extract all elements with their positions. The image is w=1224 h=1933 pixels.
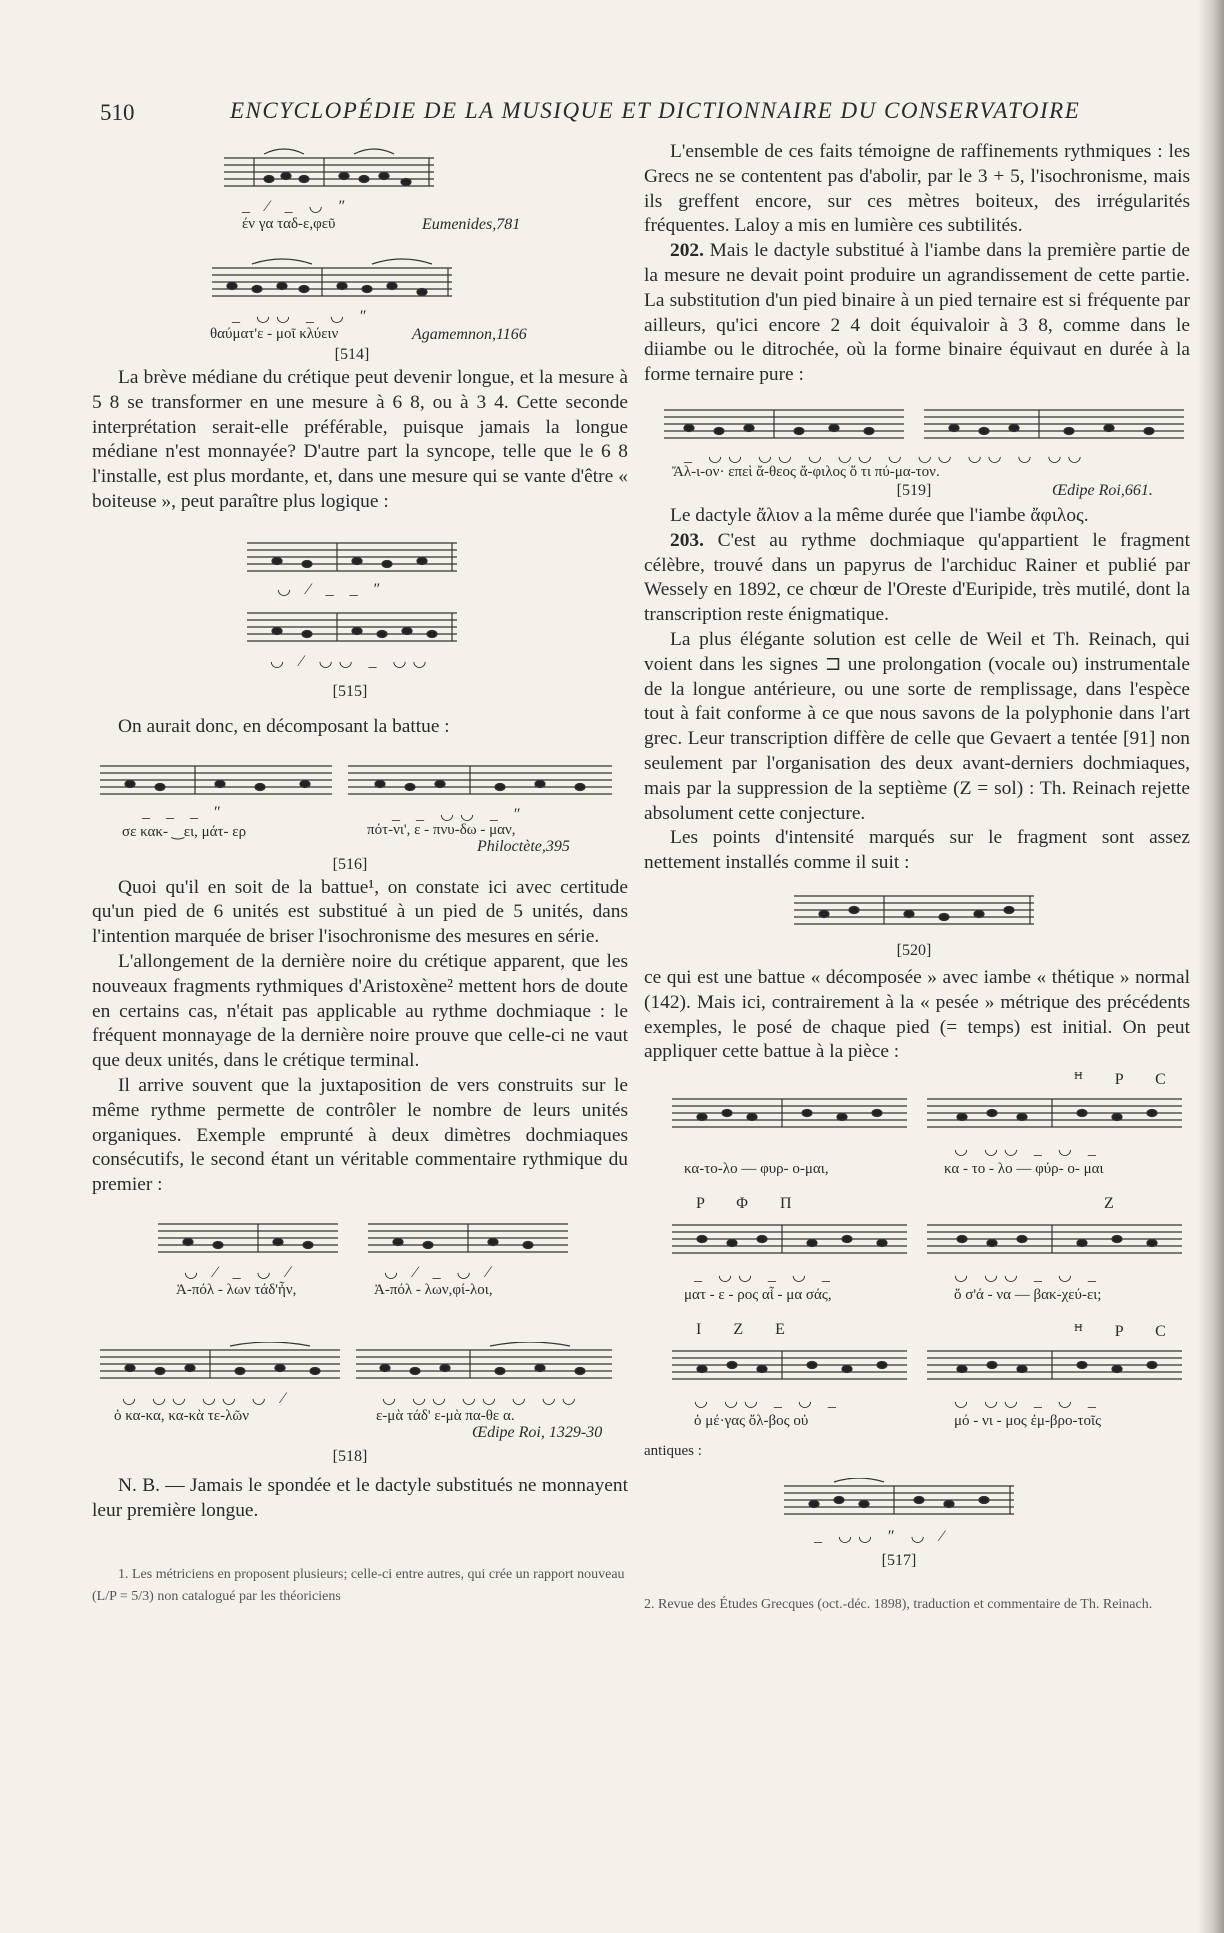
greek-syllables: ὅ σ'ά - να — βακ-χεύ-ει; — [954, 1287, 1102, 1304]
meter-marks: _ ◡◡ ◡◡ ◡ ◡◡ ◡ ◡◡ ◡◡ ◡ ◡◡ — [684, 447, 1088, 465]
footnote: 1. Les métriciens en proposent plusieurs; celle-ci entre autres, qui crée un rapport nouveau (L/P = 5/3) non catalogué par les théoriciens — [92, 1566, 625, 1604]
music-example-520 — [644, 876, 1190, 966]
running-header — [100, 96, 1081, 130]
greek-syllables: σε κακ- ‿ει, μάτ- ερ — [122, 823, 247, 840]
music-example-519 — [644, 388, 1190, 504]
source-caption: Philoctète,395 — [477, 837, 570, 855]
nota-bene: N. B. — Jamais le spondée et le dactyle substitués ne monnayent leur première longue. — [92, 1474, 628, 1521]
example-number: [519] — [896, 481, 932, 499]
page-number: 510 — [100, 100, 135, 125]
meter-marks: ◡ ◡◡ ◡◡ ◡ ◡◡ — [382, 1389, 582, 1407]
meter-marks: ◡ ◡◡ ◡◡ ◡ ⁄ — [122, 1389, 291, 1407]
music-example-1 — [92, 140, 628, 246]
music-example-518 — [92, 1324, 628, 1474]
paragraph: Les points d'intensité marqués sur le fragment sont assez nettement installés comme il suit : — [644, 827, 1190, 874]
greek-syllables: Ἀ-πόλ - λων,φί-λοι, — [374, 1281, 493, 1298]
continuation-word: antiques : — [644, 1443, 702, 1460]
music-example-517a — [92, 1198, 628, 1324]
music-staff — [672, 1217, 1182, 1261]
greek-syllables: ματ - ε - ρος αἷ - μα σάς, — [684, 1287, 832, 1304]
paragraph: L'ensemble de ces faits témoigne de raffinements rythmiques : les Grecs ne se contentent pas d'abolir, par le 3 + 5, l'isochronisme, mais ils greffent encore, sur ces mètres boiteux, des irrégularités fréquentes. Laloy a mis en lumière ces subtilités. — [644, 141, 1190, 237]
paragraph-text: Mais le dactyle substitué à l'iambe dans la première partie de la mesure ne devait point produire un agrandissement de cette partie. La substitution d'un pied binaire à un pied ternaire est si fréquente par ailleurs, qu'ici encore 2 4 doit équivaloir à 3 8, comme dans le diiambe ou le ditrochée, où la forme binaire équivaut en durée à la forme ternaire pure : — [644, 240, 1190, 386]
example-number: [515] — [332, 682, 368, 700]
greek-notation-letters: Z — [1104, 1195, 1128, 1213]
music-staff — [664, 402, 1184, 446]
music-example-oreste-3 — [644, 1317, 1190, 1439]
music-staff — [212, 256, 452, 306]
meter-marks: _ ◡◡ _ ◡ _ — [694, 1267, 836, 1285]
music-staff — [158, 1216, 568, 1260]
greek-notation-letters: ꟸ P C — [1074, 1071, 1180, 1089]
music-staff — [224, 146, 434, 196]
music-example-2 — [92, 246, 628, 366]
music-staff — [672, 1343, 1182, 1387]
greek-syllables: θαύματ'ε - μοῖ κλύειν — [210, 326, 339, 342]
greek-syllables: κα-το-λο — φυρ- ο-μαι, — [684, 1161, 829, 1178]
greek-syllables: ε-μὰ τάδ' ε-μὰ πα-θε α. — [376, 1407, 515, 1424]
meter-marks: _ ◡◡ ″ ◡ ⁄ — [814, 1528, 950, 1546]
example-number: [518] — [332, 1447, 368, 1465]
music-staff — [794, 888, 1034, 932]
greek-notation-letters: P Φ Π — [696, 1195, 806, 1213]
music-example-516 — [92, 740, 628, 876]
header-title: ENCYCLOPÉDIE DE LA MUSIQUE ET DICTIONNAIRE DU CONSERVATOIRE — [230, 98, 1081, 123]
greek-syllables: Ἀ-πόλ - λων τάδ'ἦν, — [176, 1281, 297, 1298]
source-caption: Œdipe Roi, 1329-30 — [472, 1423, 603, 1441]
music-staff — [100, 1342, 612, 1386]
source-caption: Eumenides,781 — [422, 216, 521, 233]
music-staff — [672, 1091, 1182, 1135]
meter-marks: ◡ ⁄ _ ◡ ⁄ — [384, 1263, 496, 1281]
music-example-oreste-2 — [644, 1191, 1190, 1317]
meter-marks: ◡ ◡◡ _ ◡ _ — [954, 1393, 1102, 1411]
meter-marks: ◡ ◡◡ _ ◡ _ — [694, 1393, 842, 1411]
section-number: 203. — [670, 529, 704, 551]
section-number: 202. — [670, 240, 704, 262]
example-number: [516] — [332, 855, 368, 873]
meter-marks: ◡ ⁄ _ ◡ ⁄ — [184, 1263, 296, 1281]
music-example-oreste-1 — [644, 1065, 1190, 1191]
left-column — [92, 140, 628, 1622]
greek-syllables: κα - το - λο — φύρ- ο- μαι — [944, 1161, 1104, 1178]
greek-syllables: μό - νι - μος ἐμ-βρο-τοῖς — [954, 1413, 1102, 1430]
meter-marks: _ ⁄ _ ◡ ″ — [242, 198, 352, 215]
paragraph: La brève médiane du crétique peut devenir longue, et la mesure à 5 8 se transformer en une mesure à 6 8, ou à 3 4. Cette seconde interprétation serait-elle préférable, puisque jamais la longue médiane n'est monnayée? D'autre part la syncope, telle que le 6 8 l'installe, est plus mordante, et, dans une mesure qui se vante d'être « boiteuse », peut paraître plus logique : — [92, 367, 628, 512]
example-number: [520] — [896, 941, 932, 959]
paragraph: Il arrive souvent que la juxtaposition de vers construits sur le même rythme permette de contrôler le nombre de leurs unités organiques. Exemple emprunté à deux dimètres dochmiaques consécutifs, le second étant un véritable commentaire rythmique du premier : — [92, 1074, 628, 1196]
source-caption: Œdipe Roi,661. — [1052, 481, 1153, 499]
source-caption: Agamemnon,1166 — [412, 326, 527, 343]
music-staff — [100, 758, 612, 802]
paragraph: Quoi qu'il en soit de la battue¹, on constate ici avec certitude qu'un pied de 6 unités est substitué à un pied de 5 unités, dans l'intention marquée de briser l'isochronisme des mesures en série. — [92, 876, 628, 948]
greek-syllables: έν γα ταδ-ε,φεῦ — [242, 216, 336, 232]
right-column — [644, 140, 1190, 1630]
meter-marks: ◡ ⁄ ◡◡ _ ◡◡ — [270, 652, 433, 670]
paragraph: On aurait donc, en décomposant la battue : — [118, 715, 450, 737]
paragraph: L'allongement de la dernière noire du crétique apparent, que les nouveaux fragments rythmiques d'Aristoxène² mettent hors de doute en certains cas, n'était pas applicable au rythme dochmiaque : le fréquent monnayage de la dernière noire prouve que celle-ci ne vaut que deux unités, dans le crétique terminal. — [92, 950, 628, 1072]
paragraph-203 — [644, 529, 1190, 628]
meter-marks: ◡ ◡◡ _ ◡ _ — [954, 1141, 1102, 1159]
example-number: [517] — [881, 1552, 917, 1570]
music-staff — [247, 607, 457, 649]
greek-syllables: Ἄλ-ι-ον· επεὶ ἄ-θεος ἄ-φιλος ὅ τι πύ-μα-τον. — [672, 463, 940, 480]
greek-syllables: ὁ κα-κα, κα-κὰ τε-λῶν — [114, 1407, 250, 1424]
paragraph: La plus élégante solution est celle de Weil et Th. Reinach, qui voient dans les signes ⊐ une prolongation (vocale ou) instrumentale de la longue antérieure, ou une sorte de remplissage, dans l'espèce tout à fait conforme à ce que nous savons de la polyphonie dans l'art grec. Leur transcription diffère de celle que Gevaert a tentée [91] non seulement par l'organisation des deux avant-derniers dochmiaques, mais par la suppression de la septième (Z = sol) : Th. Reinach rejette absolument cette conjecture. — [644, 628, 1190, 824]
greek-syllables: ὁ μέ·γας ὄλ-βος οὐ — [694, 1413, 809, 1430]
music-example-515 — [92, 515, 628, 715]
footnote: 2. Revue des Études Grecques (oct.-déc. 1898), traduction et commentaire de Th. Reinach. — [644, 1597, 1153, 1613]
example-number: [514] — [334, 346, 370, 363]
paragraph: ce qui est une battue « décomposée » avec iambe « thétique » normal (142). Mais ici, contrairement à la « pesée » métrique des précédents exemples, le posé de chaque pied (= temps) est initial. On peut appliquer cette battue à la pièce : — [644, 966, 1190, 1063]
meter-marks: ◡ ⁄ _ _ ″ — [277, 580, 387, 598]
paragraph-text: C'est au rythme dochmiaque qu'appartient le fragment célèbre, trouvé dans un papyrus de l'archiduc Rainer et publié par Wessely en 1892, ce chœur de l'Oreste d'Euripide, très mutilé, dont la transcription reste énigmatique. — [644, 529, 1190, 626]
greek-notation-letters: I Z E — [696, 1321, 799, 1339]
paragraph-202 — [644, 239, 1190, 388]
paragraph: Le dactyle ἄλιον a la même durée que l'iambe ἄφιλος. — [670, 504, 1089, 526]
meter-marks: ◡ ◡◡ _ ◡ _ — [954, 1267, 1102, 1285]
music-staff — [784, 1478, 1014, 1522]
meter-marks: _ ◡◡ _ ◡ ″ — [232, 308, 373, 325]
greek-notation-letters: ꟸ P C — [1074, 1323, 1180, 1341]
page-edge-shadow — [1198, 0, 1224, 1933]
meter-marks: _ _ _ ″ — [142, 803, 227, 821]
music-example-517 — [644, 1460, 1190, 1580]
music-staff — [247, 537, 457, 579]
meter-marks: _ _ ◡◡ _ ″ — [392, 805, 527, 823]
greek-syllables: πότ-νι', ε - πνυ-δω - μαν, — [367, 821, 516, 838]
